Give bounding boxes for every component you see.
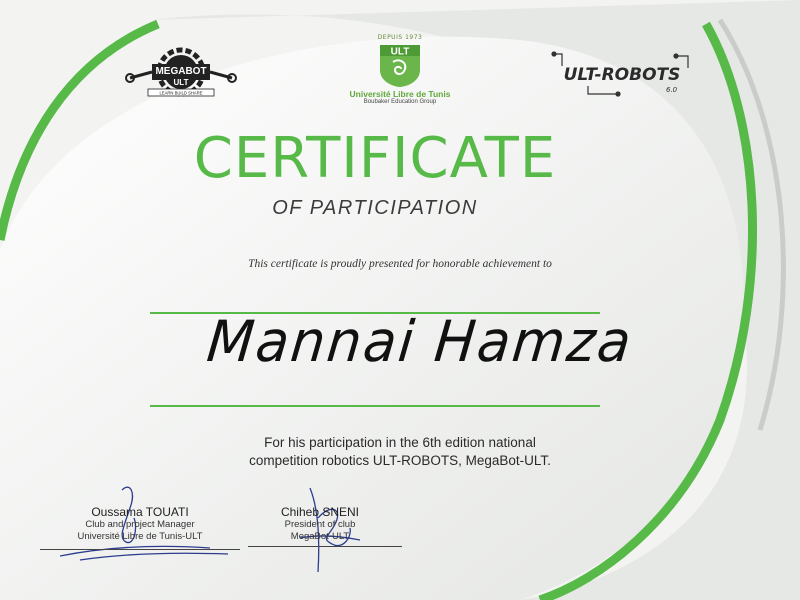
signer-name: Chiheb SNENI — [280, 505, 360, 519]
ult-abbr-text: ULT — [390, 46, 410, 58]
megabot-ult-text: ULT — [173, 78, 189, 87]
recipient-name: Mannai Hamza — [204, 308, 636, 375]
megabot-ult-logo — [122, 42, 240, 104]
participation-line-2: competition robotics ULT-ROBOTS, MegaBot-ULT. — [249, 453, 551, 468]
signer-right — [250, 505, 390, 543]
participation-line-1: For his participation in the 6th edition national — [264, 435, 536, 450]
signer-name: Oussama TOUATI — [91, 505, 189, 519]
signature-line-left — [40, 549, 240, 550]
ult-robots-logo — [548, 46, 696, 102]
signer-org: Université Libre de Tunis-ULT — [77, 531, 203, 542]
ult-group-name: Boubaker Education Group — [363, 99, 437, 105]
certificate-title: CERTIFICATE — [193, 126, 557, 191]
signer-org: MegaBot-ULT — [290, 531, 350, 542]
signer-left — [40, 505, 240, 543]
ult-robots-edition: 6.0 — [666, 86, 678, 94]
certificate-subtitle: OF PARTICIPATION — [272, 197, 478, 219]
signer-role: Club and project Manager — [85, 519, 195, 530]
megabot-tagline: LEARN BUILD SHARE — [159, 90, 203, 96]
presented-text: This certificate is proudly presented for honorable achievement to — [248, 258, 552, 270]
ult-robots-text: ULT-ROBOTS — [563, 65, 681, 85]
participation-text — [170, 434, 630, 470]
ult-university-name: Université Libre de Tunis — [349, 89, 451, 99]
name-rule-bottom — [150, 405, 600, 407]
signer-role: President of club — [284, 519, 356, 530]
ult-since-text: DEPUIS 1973 — [377, 34, 423, 41]
ult-university-logo — [330, 32, 470, 124]
signature-line-right — [248, 546, 402, 547]
ult-shield-icon — [377, 42, 423, 88]
megabot-text: MEGABOT — [155, 66, 207, 77]
